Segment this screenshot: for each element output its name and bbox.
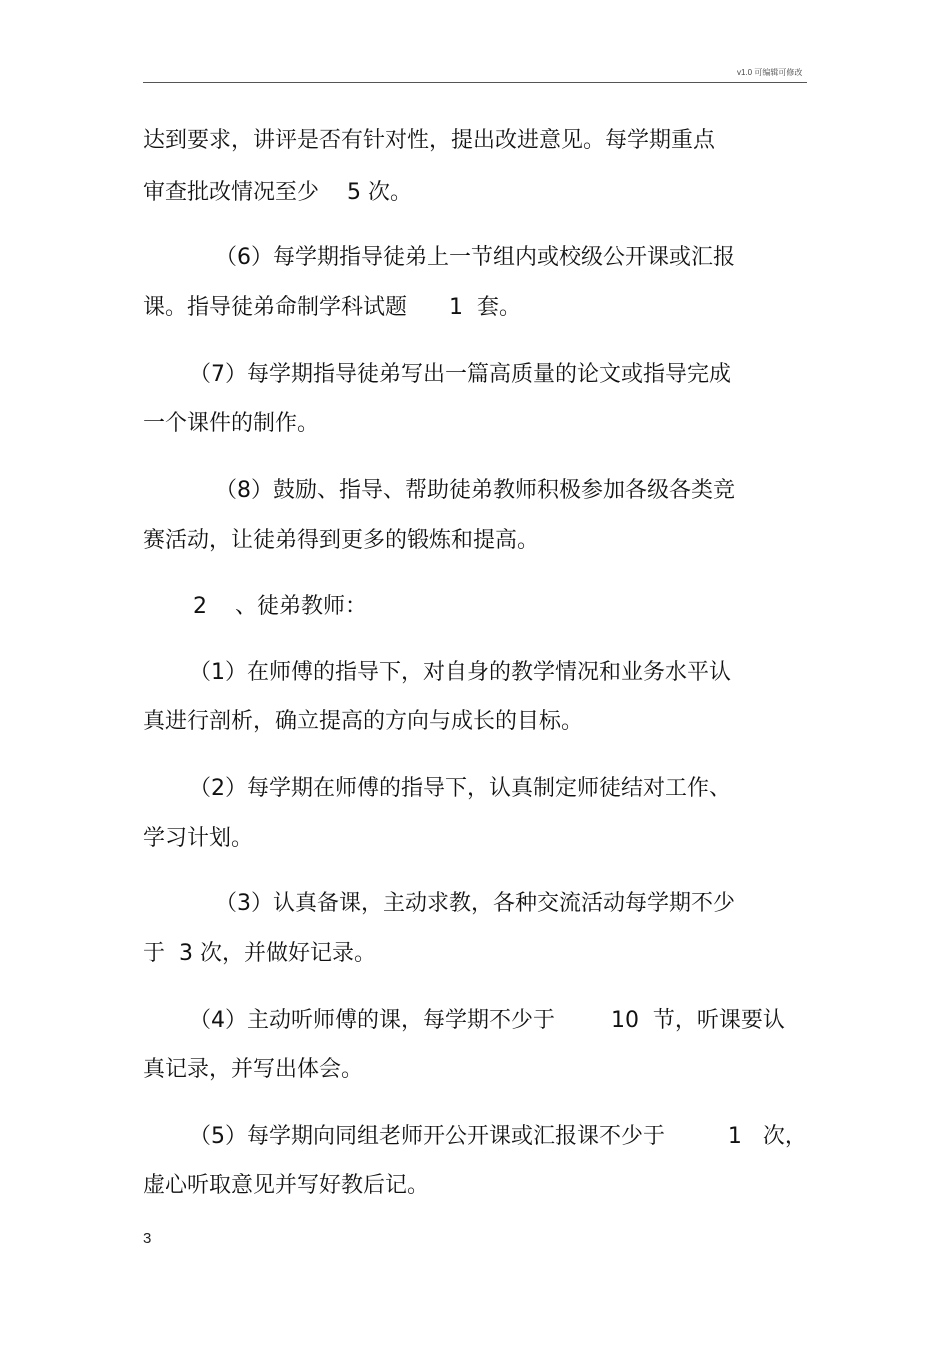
- body-line: 真进行剖析，确立提高的方向与成长的目标。: [143, 709, 584, 734]
- body-line: 课。指导徒弟命制学科试题 1 套。: [143, 295, 521, 320]
- body-line: （7）每学期指导徒弟写出一篇高质量的论文或指导完成: [189, 362, 731, 387]
- body-line: （3）认真备课，主动求教，各种交流活动每学期不少: [215, 891, 735, 916]
- body-line: （1）在师傅的指导下，对自身的教学情况和业务水平认: [189, 660, 731, 685]
- body-line: 审查批改情况至少 5 次。: [143, 180, 412, 205]
- version-tag: v1.0 可编辑可修改: [737, 68, 803, 77]
- body-line: 真记录，并写出体会。: [143, 1057, 364, 1082]
- body-line: 学习计划。: [143, 826, 254, 851]
- section-heading: 2 、徒弟教师：: [193, 594, 367, 619]
- body-line: 虚心听取意见并写好教后记。: [143, 1173, 430, 1198]
- body-line: 赛活动，让徒弟得到更多的锻炼和提高。: [143, 528, 540, 553]
- page-number: 3: [143, 1230, 152, 1247]
- body-line: 一个课件的制作。: [143, 411, 320, 436]
- body-line: （8）鼓励、指导、帮助徒弟教师积极参加各级各类竞: [215, 478, 735, 503]
- header-rule: [143, 82, 807, 83]
- body-line: （5）每学期向同组老师开公开课或汇报课不少于 1 次，: [189, 1124, 807, 1149]
- body-line: 于 3 次，并做好记录。: [143, 941, 376, 966]
- body-line: 达到要求，讲评是否有针对性，提出改进意见。每学期重点: [143, 128, 716, 153]
- body-line: （4）主动听师傅的课，每学期不少于 10 节，听课要认: [189, 1008, 785, 1033]
- body-line: （6）每学期指导徒弟上一节组内或校级公开课或汇报: [215, 245, 735, 270]
- body-line: （2）每学期在师傅的指导下，认真制定师徒结对工作、: [189, 776, 731, 801]
